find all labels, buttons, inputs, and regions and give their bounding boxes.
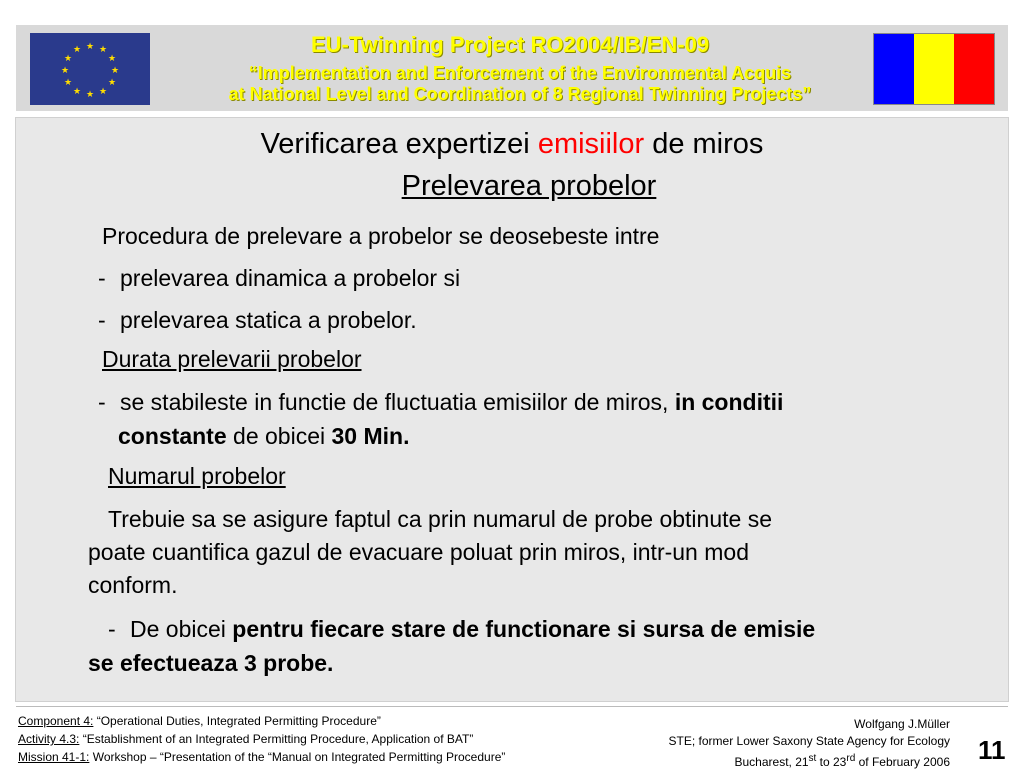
project-title: EU-Twinning Project RO2004/IB/EN-09 xyxy=(310,32,710,57)
list-item-text: de obicei xyxy=(226,423,332,449)
footer-activity-label: Activity 4.3: xyxy=(18,732,80,746)
footer-date-sup: st xyxy=(808,753,817,764)
svg-text:★: ★ xyxy=(107,54,117,64)
project-subtitle-line2: at National Level and Coordination of 8 Regional Twinning Projects” xyxy=(228,84,812,104)
footer-date-sup: rd xyxy=(846,753,856,764)
footer-date-part: to 23 xyxy=(816,755,847,769)
list-item-text: prelevarea dinamica a probelor si xyxy=(120,265,461,291)
footer-mission-text: Workshop – “Presentation of the “Manual on Integrated Permitting Procedure” xyxy=(89,750,506,764)
eu-flag-icon xyxy=(30,33,150,105)
slide-title xyxy=(0,126,1024,162)
emphasis-text: in conditii xyxy=(674,389,784,415)
list-item xyxy=(108,613,815,646)
footer-date-part: Bucharest, 21 xyxy=(734,755,809,769)
paragraph-line: poate cuantifica gazul de evacuare poluat prin miros, intr-un mod xyxy=(88,539,749,565)
list-item xyxy=(98,304,417,337)
dash-bullet: - xyxy=(98,307,106,333)
footer-author-info xyxy=(669,716,950,771)
footer-mission xyxy=(18,748,505,766)
footer-date-part: of February 2006 xyxy=(855,755,950,769)
slide-subtitle: Prelevarea probelor xyxy=(401,170,657,202)
footer-organization: STE; former Lower Saxony State Agency for Ecology xyxy=(668,734,950,748)
emphasis-text: se efectueaza 3 probe. xyxy=(88,650,334,676)
slide-title-part2: de miros xyxy=(644,128,764,160)
svg-text:★: ★ xyxy=(63,78,73,88)
svg-text:★: ★ xyxy=(98,45,108,55)
svg-text:★: ★ xyxy=(98,87,108,97)
dash-bullet: - xyxy=(98,265,106,291)
svg-text:★: ★ xyxy=(107,78,117,88)
svg-text:★: ★ xyxy=(85,90,95,100)
slide-number: 11 xyxy=(978,735,1006,765)
section-heading-count: Numarul probelor xyxy=(108,463,286,489)
svg-text:★: ★ xyxy=(72,87,82,97)
svg-text:★: ★ xyxy=(110,66,120,76)
list-item xyxy=(98,386,783,419)
footer-mission-label: Mission 41-1: xyxy=(18,750,90,764)
paragraph-line: conform. xyxy=(88,572,178,598)
section-heading-duration: Durata prelevarii probelor xyxy=(102,346,362,372)
svg-text:★: ★ xyxy=(63,54,73,64)
svg-text:★: ★ xyxy=(60,66,70,76)
footer-activity xyxy=(18,730,505,748)
footer-component xyxy=(18,712,505,730)
intro-text: Procedura de prelevare a probelor se deosebeste intre xyxy=(102,223,660,249)
footer-activity-text: “Establishment of an Integrated Permitting Procedure, Application of BAT” xyxy=(79,732,474,746)
svg-text:★: ★ xyxy=(85,42,95,52)
slide-title-part1: Verificarea expertizei xyxy=(260,128,538,160)
footer-author: Wolfgang J.Müller xyxy=(854,717,950,731)
footer-component-label: Component 4: xyxy=(18,714,94,728)
list-item-continuation xyxy=(88,647,333,680)
dash-bullet: - xyxy=(98,389,106,415)
svg-text:★: ★ xyxy=(72,45,82,55)
list-item-text: prelevarea statica a probelor. xyxy=(120,307,417,333)
slide-title-accent: emisiilor xyxy=(537,128,645,160)
list-item-continuation xyxy=(118,420,409,453)
footer-divider xyxy=(16,706,1008,707)
emphasis-text: constante xyxy=(118,423,227,449)
emphasis-text: 30 Min. xyxy=(331,423,410,449)
footer-project-info xyxy=(18,712,505,766)
paragraph-line: Trebuie sa se asigure faptul ca prin numarul de probe obtinute se xyxy=(108,506,772,532)
list-item xyxy=(98,262,460,295)
dash-bullet: - xyxy=(108,616,116,642)
footer-component-text: “Operational Duties, Integrated Permitting Procedure” xyxy=(93,714,381,728)
list-item-text: De obicei xyxy=(130,616,233,642)
project-subtitle-line1: “Implementation and Enforcement of the Environmental Acquis xyxy=(248,63,792,83)
list-item-text: se stabileste in functie de fluctuatia emisiilor de miros, xyxy=(120,389,675,415)
emphasis-text: pentru fiecare stare de functionare si sursa de emisie xyxy=(232,616,816,642)
